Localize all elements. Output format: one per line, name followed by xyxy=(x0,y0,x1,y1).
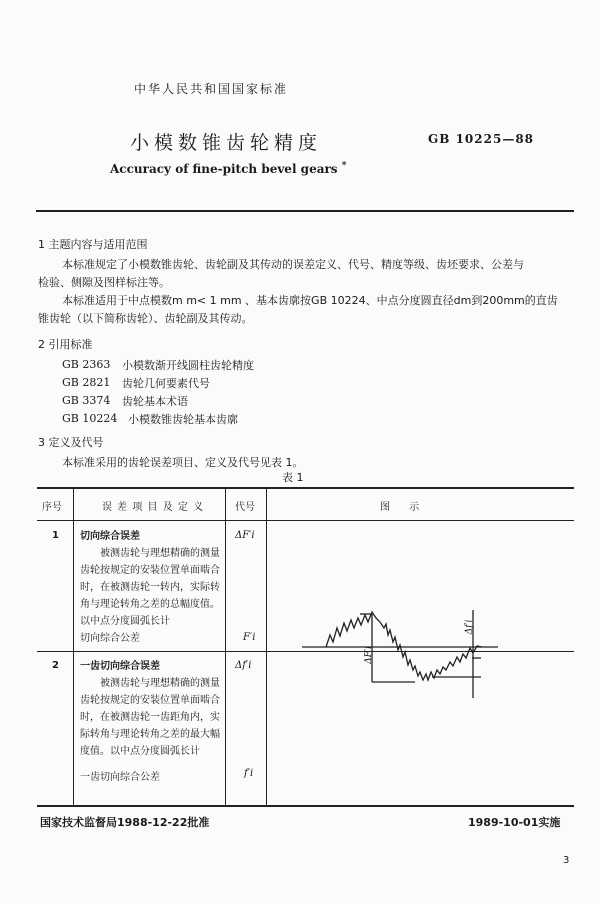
small-error-label: Δf′i xyxy=(464,619,475,635)
standard-number: GB 10225—88 xyxy=(428,132,535,146)
header-definition: 误 差 项 目 及 定 义 xyxy=(102,502,205,513)
col-divider xyxy=(266,487,267,805)
section-1-heading: 1 主题内容与适用范围 xyxy=(38,238,148,251)
definition-line: 时，在被测齿轮一齿距角内，实 xyxy=(80,712,220,723)
row-definition xyxy=(80,528,220,647)
header-no: 序号 xyxy=(42,502,62,513)
big-error-label: ΔF′i xyxy=(363,646,374,664)
tolerance-name: 一齿切向综合公差 xyxy=(80,772,160,783)
section-1-para: 检验、侧隙及图样标注等。 xyxy=(38,276,170,289)
error-code: ΔF′i xyxy=(235,530,255,541)
tangential-error-diagram xyxy=(300,590,500,700)
definition-line: 被测齿轮与理想精确的测量 xyxy=(100,678,220,689)
definition-line: 角与理论转角之差的总幅度值。 xyxy=(80,599,220,610)
ref-code: GB 3374 xyxy=(62,394,111,407)
title-en: Accuracy of fine-pitch bevel gears xyxy=(110,162,338,176)
definition-line: 度值。以中点分度圆弧长计 xyxy=(80,746,200,757)
section-1-para: 锥齿轮（以下简称齿轮）、齿轮副及其传动。 xyxy=(38,312,253,325)
ref-code: GB 10224 xyxy=(62,412,118,425)
ref-title: 齿轮几何要素代号 xyxy=(122,377,210,390)
ref-title: 小模数锥齿轮基本齿廓 xyxy=(128,413,238,426)
error-code: Δf′i xyxy=(235,660,252,671)
definition-line: 时，在被测齿轮一转内，实际转 xyxy=(80,582,220,593)
section-1-para: 本标准规定了小模数锥齿轮、齿轮副及其传动的误差定义、代号、精度等级、齿坯要求、公差与 xyxy=(62,258,524,271)
ref-code: GB 2821 xyxy=(62,376,111,389)
section-3-heading: 3 定义及代号 xyxy=(38,436,104,449)
col-divider xyxy=(225,487,226,805)
error-name: 切向综合误差 xyxy=(80,531,140,542)
col-divider xyxy=(73,487,74,805)
error-name: 一齿切向综合误差 xyxy=(80,661,160,672)
table-caption: 表 1 xyxy=(282,471,304,484)
ref-code: GB 2363 xyxy=(62,358,111,371)
definition-line: 齿轮按规定的安装位置单面啮合 xyxy=(80,565,220,576)
header-code: 代号 xyxy=(235,502,255,513)
tolerance-code: F′i xyxy=(243,632,256,643)
page-number: 3 xyxy=(563,855,570,866)
row-no: 1 xyxy=(52,530,59,541)
section-3-para: 本标准采用的齿轮误差项目、定义及代号见表 1。 xyxy=(62,456,304,469)
footnote-mark: * xyxy=(341,161,347,171)
national-standard-label: 中华人民共和国国家标准 xyxy=(134,82,289,96)
ref-title: 齿轮基本术语 xyxy=(122,395,188,408)
definition-line: 以中点分度圆弧长计 xyxy=(80,616,170,627)
table-top-rule xyxy=(37,487,574,489)
definition-line: 齿轮按规定的安装位置单面啮合 xyxy=(80,695,220,706)
error-curve xyxy=(326,612,482,680)
row-definition xyxy=(80,658,220,760)
definition-line: 被测齿轮与理想精确的测量 xyxy=(100,548,220,559)
title-cn: 小模数锥齿轮精度 xyxy=(130,132,323,154)
approval-note: 国家技术监督局1988-12-22批准 xyxy=(40,816,210,829)
header-diagram: 图 示 xyxy=(380,502,420,513)
section-1-para: 本标准适用于中点模数m m< 1 mm 、基本齿廓按GB 10224、中点分度圆直径dm到200mm的直齿 xyxy=(62,294,558,307)
table-header-rule xyxy=(37,520,574,521)
row-no: 2 xyxy=(52,660,59,671)
header-rule xyxy=(36,210,574,212)
definition-line: 际转角与理论转角之差的最大幅 xyxy=(80,729,220,740)
effective-date: 1989-10-01实施 xyxy=(468,816,561,829)
tolerance-code: f′i xyxy=(244,768,254,779)
ref-title: 小模数渐开线圆柱齿轮精度 xyxy=(122,359,254,372)
tolerance-name: 切向综合公差 xyxy=(80,633,140,644)
table-bottom-rule xyxy=(37,805,574,807)
section-2-heading: 2 引用标准 xyxy=(38,338,93,351)
